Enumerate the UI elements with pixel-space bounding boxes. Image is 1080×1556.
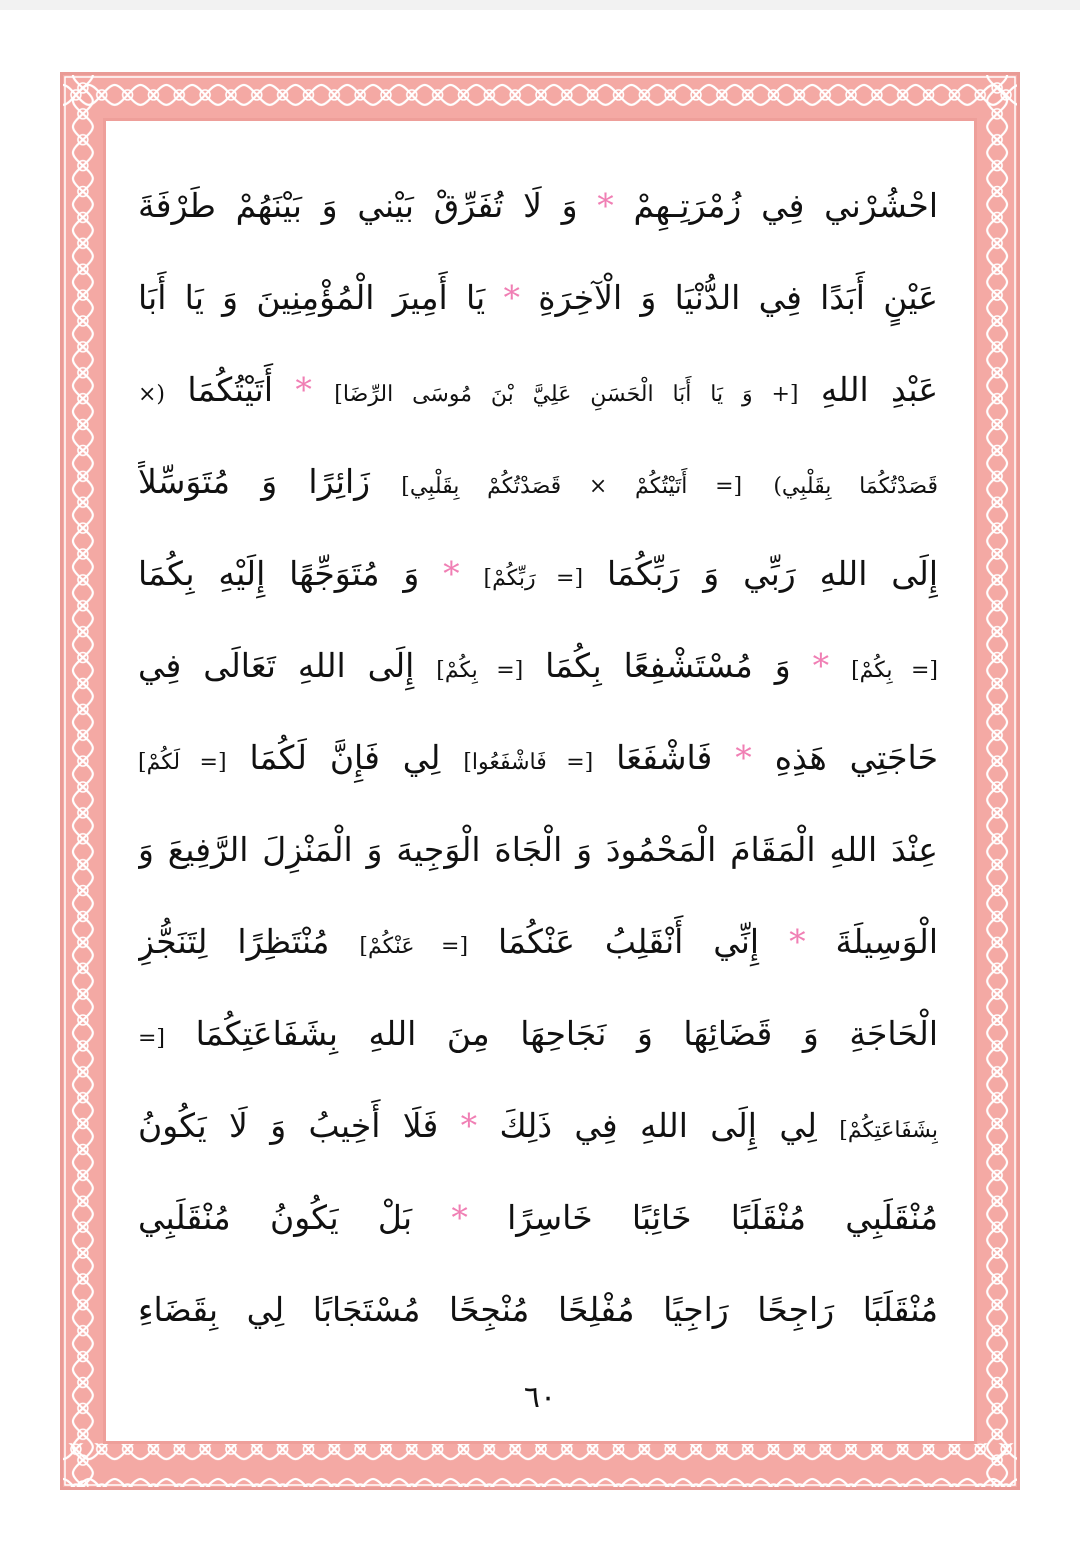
text-line xyxy=(138,528,938,620)
text-segment: لِي إِلَى اللهِ فِي ذَلِكَ xyxy=(499,1106,817,1145)
text-segment: عَبْدِ اللهِ xyxy=(820,370,938,409)
star-icon: * xyxy=(789,922,806,961)
variant-note: [= أَتَيْتُكُمْ × قَصَدْتُكُمْ بِقَلْبِي] xyxy=(401,474,743,499)
text-line xyxy=(138,252,938,344)
text-segment: إِنِّي أَنْقَلِبُ عَنْكُمَا xyxy=(497,922,760,961)
star-icon: * xyxy=(460,1106,478,1145)
text-line xyxy=(138,344,938,436)
text-segment: إِلَى اللهِ رَبِّي وَ رَبِّكُمَا xyxy=(606,554,938,593)
text-line xyxy=(138,1080,938,1172)
text-line xyxy=(138,804,938,896)
star-icon: * xyxy=(812,646,830,685)
text-segment: زَائِرًا وَ مُتَوَسِّلاً xyxy=(138,462,371,501)
text-segment: فَلَا أَخِيبُ وَ لَا يَكُونُ xyxy=(138,1106,439,1145)
star-icon: * xyxy=(503,278,520,317)
variant-note: [= بِكُمْ] xyxy=(436,658,524,683)
text-segment: أَتَيْتُكُمَا xyxy=(187,370,274,409)
text-line xyxy=(138,1172,938,1264)
variant-note: [= بِكُمْ] xyxy=(851,658,938,683)
variant-note: [+ وَ يَا أَبَا الْحَسَنِ عَلِيَّ بْنَ مُوسَى الرِّضَا] xyxy=(334,382,799,407)
text-segment: مُنْتَظِرًا لِتَنَجُّزِ xyxy=(138,922,330,961)
text-segment: حَاجَتِي هَذِهِ xyxy=(774,738,938,777)
text-segment: يَا أَمِيرَ الْمُؤْمِنِينَ وَ يَا أَبَا xyxy=(138,278,486,317)
text-line xyxy=(138,160,938,252)
text-segment: مُنْقَلَبِي مُنْقَلَبًا خَائِبًا خَاسِرًا xyxy=(507,1198,938,1237)
prayer-text xyxy=(138,160,938,1356)
text-segment: الْحَاجَةِ وَ قَضَائِهَا وَ نَجَاحِهَا مِنَ اللهِ بِشَفَاعَتِكُمَا xyxy=(195,1014,938,1053)
variant-note: [= لَكُمْ] xyxy=(138,750,227,775)
text-segment: الْوَسِيلَةَ xyxy=(835,922,938,961)
text-line xyxy=(138,436,938,528)
star-icon: * xyxy=(295,370,312,409)
variant-note: [= رَبِّكُمْ] xyxy=(483,566,584,591)
text-segment: وَ مُتَوَجِّهًا إِلَيْهِ بِكُمَا xyxy=(138,554,420,593)
text-line xyxy=(138,712,938,804)
text-segment: مُنْقَلَبًا رَاجِحًا رَاجِيًا مُفْلِحًا مُنْجِحًا مُسْتَجَابًا لِي بِقَضَاءِ xyxy=(138,1290,938,1329)
star-icon: * xyxy=(443,554,460,593)
text-segment: فَاشْفَعَا xyxy=(616,738,713,777)
text-line xyxy=(138,620,938,712)
top-strip xyxy=(0,0,1080,10)
variant-note: [= xyxy=(138,1026,166,1051)
text-segment: عِنْدَ اللهِ الْمَقَامَ الْمَحْمُودَ وَ الْجَاهَ الْوَجِيهَ وَ الْمَنْزِلَ الرَّفِيعَ وَ xyxy=(138,830,938,869)
text-segment: بَلْ يَكُونُ مُنْقَلَبِي xyxy=(138,1198,413,1237)
variant-note: (× xyxy=(138,382,166,407)
star-icon: * xyxy=(597,186,614,225)
star-icon: * xyxy=(735,738,752,777)
variant-note: [= عَنْكُمْ] xyxy=(359,934,469,959)
star-icon: * xyxy=(451,1198,468,1237)
text-segment: لِي فَإِنَّ لَكُمَا xyxy=(249,738,441,777)
text-line xyxy=(138,988,938,1080)
variant-note: بِشَفَاعَتِكُمْ] xyxy=(839,1118,938,1143)
text-segment: وَ لَا تُفَرِّقْ بَيْني وَ بَيْنَهُمْ طَرْفَةَ xyxy=(138,186,578,225)
variant-note: قَصَدْتُكُمَا بِقَلْبِي) xyxy=(773,474,938,499)
text-line xyxy=(138,896,938,988)
text-line xyxy=(138,1264,938,1356)
page-number: ٦٠ xyxy=(523,1380,557,1415)
text-segment: وَ مُسْتَشْفِعًا بِكُمَا xyxy=(545,646,791,685)
text-segment: إِلَى اللهِ تَعَالَى فِي xyxy=(138,646,415,685)
text-segment: عَيْنٍ أَبَدًا فِي الدُّنْيَا وَ الْآخِرَةِ xyxy=(538,278,938,317)
text-segment: احْشُرْني فِي زُمْرَتِـهِمْ xyxy=(633,186,938,225)
variant-note: [= فَاشْفَعُوا] xyxy=(463,750,594,775)
